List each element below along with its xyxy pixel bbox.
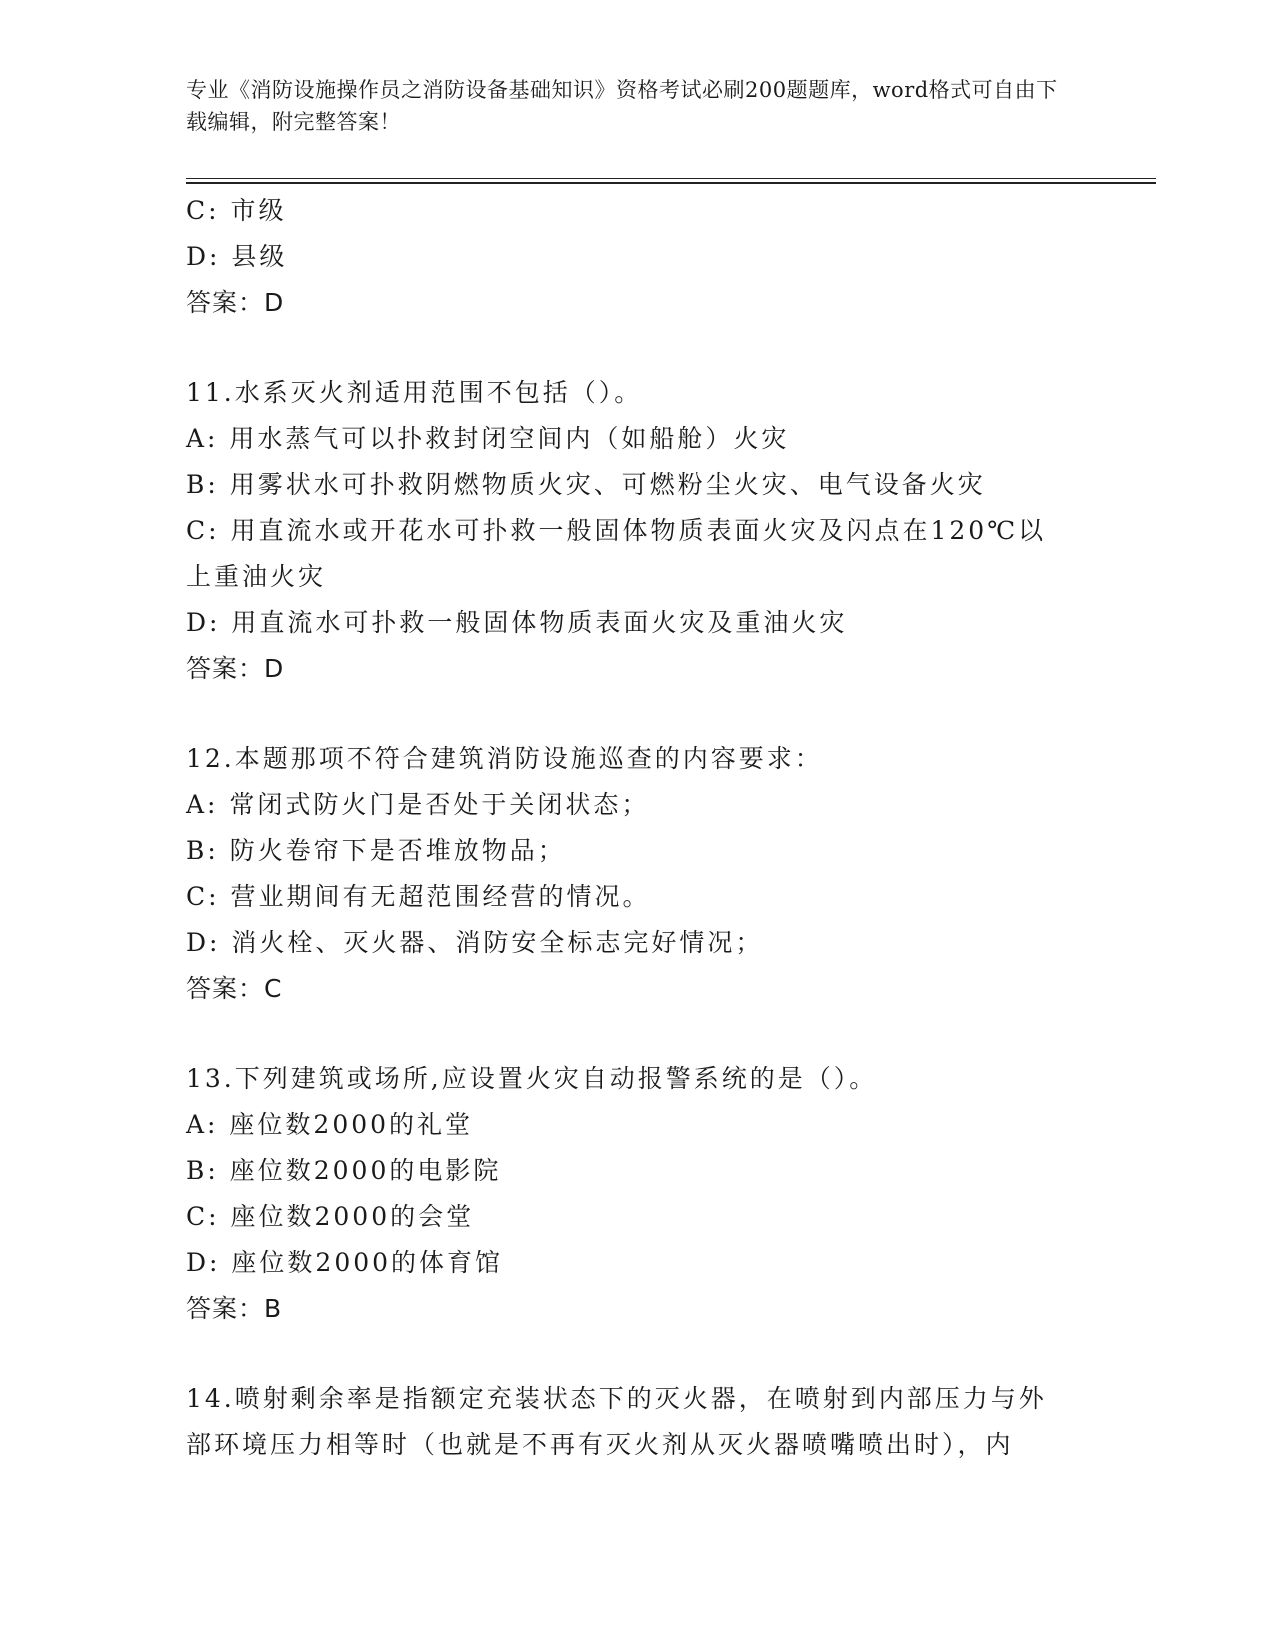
- q11-question: 11.水系灭火剂适用范围不包括（）。: [186, 378, 643, 407]
- q11-answer: 答案：D: [186, 654, 285, 683]
- q13-option-d: D: 座位数2000的体育馆: [186, 1248, 504, 1277]
- header-rule-thin: [186, 178, 1156, 179]
- prev-option-c: C: 市级: [186, 196, 287, 225]
- q13-question: 13.下列建筑或场所,应设置火灾自动报警系统的是（）。: [186, 1064, 878, 1093]
- q14-question-line1: 14.喷射剩余率是指额定充装状态下的灭火器，在喷射到内部压力与外: [186, 1384, 1047, 1413]
- q11-option-c-line2: 上重油火灾: [186, 562, 327, 591]
- q12-option-b: B: 防火卷帘下是否堆放物品；: [186, 836, 566, 865]
- q13-option-c: C: 座位数2000的会堂: [186, 1202, 475, 1231]
- q12-answer: 答案：C: [186, 974, 283, 1003]
- q13-option-a: A: 座位数2000的礼堂: [186, 1110, 474, 1139]
- q14-question-line2: 部环境压力相等时（也就是不再有灭火剂从灭火器喷嘴喷出时），内: [186, 1430, 1014, 1459]
- q11-option-d: D: 用直流水可扑救一般固体物质表面火灾及重油火灾: [186, 608, 848, 637]
- q12-option-d: D: 消火栓、灭火器、消防安全标志完好情况；: [186, 928, 764, 957]
- header-rule-thick: [186, 182, 1156, 184]
- q12-option-c: C: 营业期间有无超范围经营的情况。: [186, 882, 651, 911]
- q12-question: 12.本题那项不符合建筑消防设施巡查的内容要求：: [186, 744, 823, 773]
- q13-answer: 答案：B: [186, 1294, 283, 1323]
- q11-option-c-line1: C: 用直流水或开花水可扑救一般固体物质表面火灾及闪点在120℃以: [186, 516, 1047, 545]
- document-header: 专业《消防设施操作员之消防设备基础知识》资格考试必刷200题题库，word格式可自由下载编辑，附完整答案！: [186, 78, 1058, 134]
- q12-option-a: A: 常闭式防火门是否处于关闭状态；: [186, 790, 650, 819]
- prev-option-d: D: 县级: [186, 242, 288, 271]
- prev-answer: 答案：D: [186, 288, 285, 317]
- document-body: [186, 188, 1086, 1468]
- q11-option-a: A: 用水蒸气可以扑救封闭空间内（如船舱）火灾: [186, 424, 790, 453]
- q11-option-b: B: 用雾状水可扑救阴燃物质火灾、可燃粉尘火灾、电气设备火灾: [186, 470, 986, 499]
- q13-option-b: B: 座位数2000的电影院: [186, 1156, 502, 1185]
